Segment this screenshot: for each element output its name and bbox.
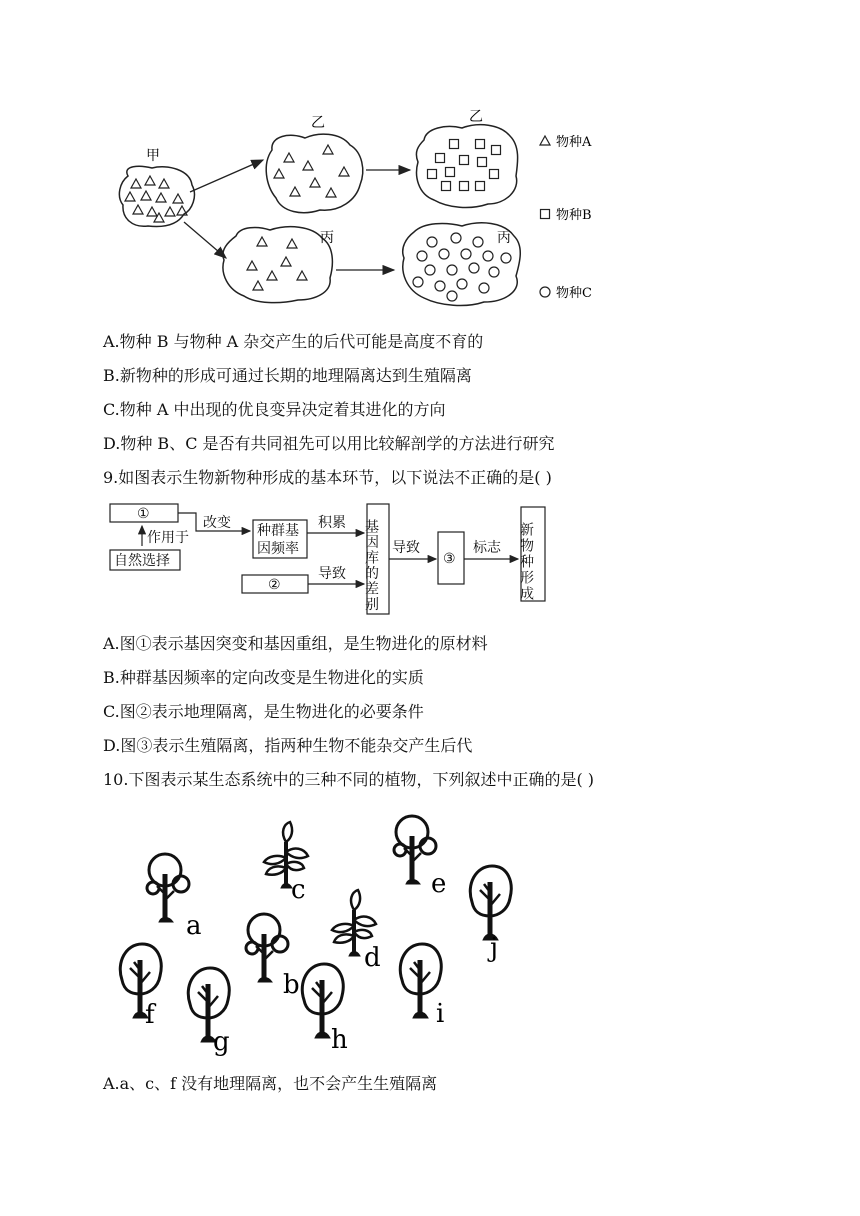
speciation-flowchart [0,500,860,620]
plant-c [264,822,308,905]
species-b-group [428,140,501,191]
box-3-label: ③ [443,551,456,567]
plants-illustration [0,800,860,1060]
q9-option-b: B.种群基因频率的定向改变是生物进化的实质 [103,668,424,687]
plant-label-i: i [436,999,445,1029]
plant-j [470,866,511,963]
plant-label-f: f [145,1000,155,1030]
natural-selection-label: 自然选择 [114,553,170,569]
population-yi-1-blob [266,134,363,213]
plant-h [302,964,348,1055]
change-label: 改变 [203,515,231,531]
plant-label-d: d [364,943,381,973]
label-yi-2: 乙 [469,109,483,125]
q10-stem: 10.下图表示某生态系统中的三种不同的植物，下列叙述中正确的是( ) [103,770,595,789]
speciation-diagram [0,95,860,310]
arrow-jia-to-bing [184,222,226,258]
marker-label: 标志 [473,540,501,556]
accumulate-label: 积累 [318,515,346,531]
lead-to-2-label: 导致 [392,540,420,556]
label-yi-1: 乙 [311,115,325,131]
plant-d [332,890,381,973]
species-a-group-jia [125,176,187,222]
lead-to-1-label: 导致 [318,566,346,582]
q8-option-a: A.物种 B 与物种 A 杂交产生的后代可能是高度不育的 [103,332,484,351]
legend-species-a: 物种A [556,135,592,150]
legend-species-c: 物种C [556,286,592,301]
plant-label-b: b [283,970,300,1000]
plant-label-a: a [186,911,202,941]
plant-a [147,854,202,941]
plant-f [120,944,161,1030]
plant-label-e: e [431,869,447,899]
q9-option-a: A.图①表示基因突变和基因重组，是生物进化的原材料 [103,634,488,653]
q8-option-d: D.物种 B、C 是否有共同祖先可以用比较解剖学的方法进行研究 [103,434,555,453]
plant-g [188,968,229,1057]
legend [540,134,592,301]
q9-option-c: C.图②表示地理隔离，是生物进化的必要条件 [103,702,424,721]
acts-on-label: 作用于 [147,530,189,546]
legend-species-b: 物种B [556,208,592,223]
gene-frequency-line2: 因频率 [257,541,299,557]
q10-option-a: A.a、c、f 没有地理隔离，也不会产生生殖隔离 [103,1074,438,1093]
species-a-group-bing [247,237,307,290]
plant-e [394,816,446,899]
label-bing-2: 丙 [497,230,511,246]
plant-label-c: c [291,875,306,905]
q9-option-d: D.图③表示生殖隔离，指两种生物不能杂交产生后代 [103,736,473,755]
new-species-label: 新物种形成 [518,522,534,602]
box-1-label: ① [137,506,150,522]
box-2-label: ② [268,577,281,593]
label-bing-1: 丙 [320,230,334,246]
plant-label-g: g [213,1027,230,1057]
gene-frequency-line1: 种群基 [257,523,299,539]
gene-pool-diff-label: 基因库的差别 [363,519,379,612]
arrow-jia-to-yi [190,160,263,192]
q8-option-b: B.新物种的形成可通过长期的地理隔离达到生殖隔离 [103,366,472,385]
species-a-group-yi-1 [274,145,349,197]
population-yi-2-blob [416,125,517,208]
plant-b [246,914,300,1000]
population-bing-1-blob [223,227,332,303]
q8-option-c: C.物种 A 中出现的优良变异决定着其进化的方向 [103,400,446,419]
plant-i [400,944,444,1029]
label-jia: 甲 [146,148,160,164]
plant-label-h: h [331,1025,348,1055]
plant-label-j: j [490,933,499,963]
q9-stem: 9.如图表示生物新物种形成的基本环节，以下说法不正确的是( ) [103,468,552,487]
